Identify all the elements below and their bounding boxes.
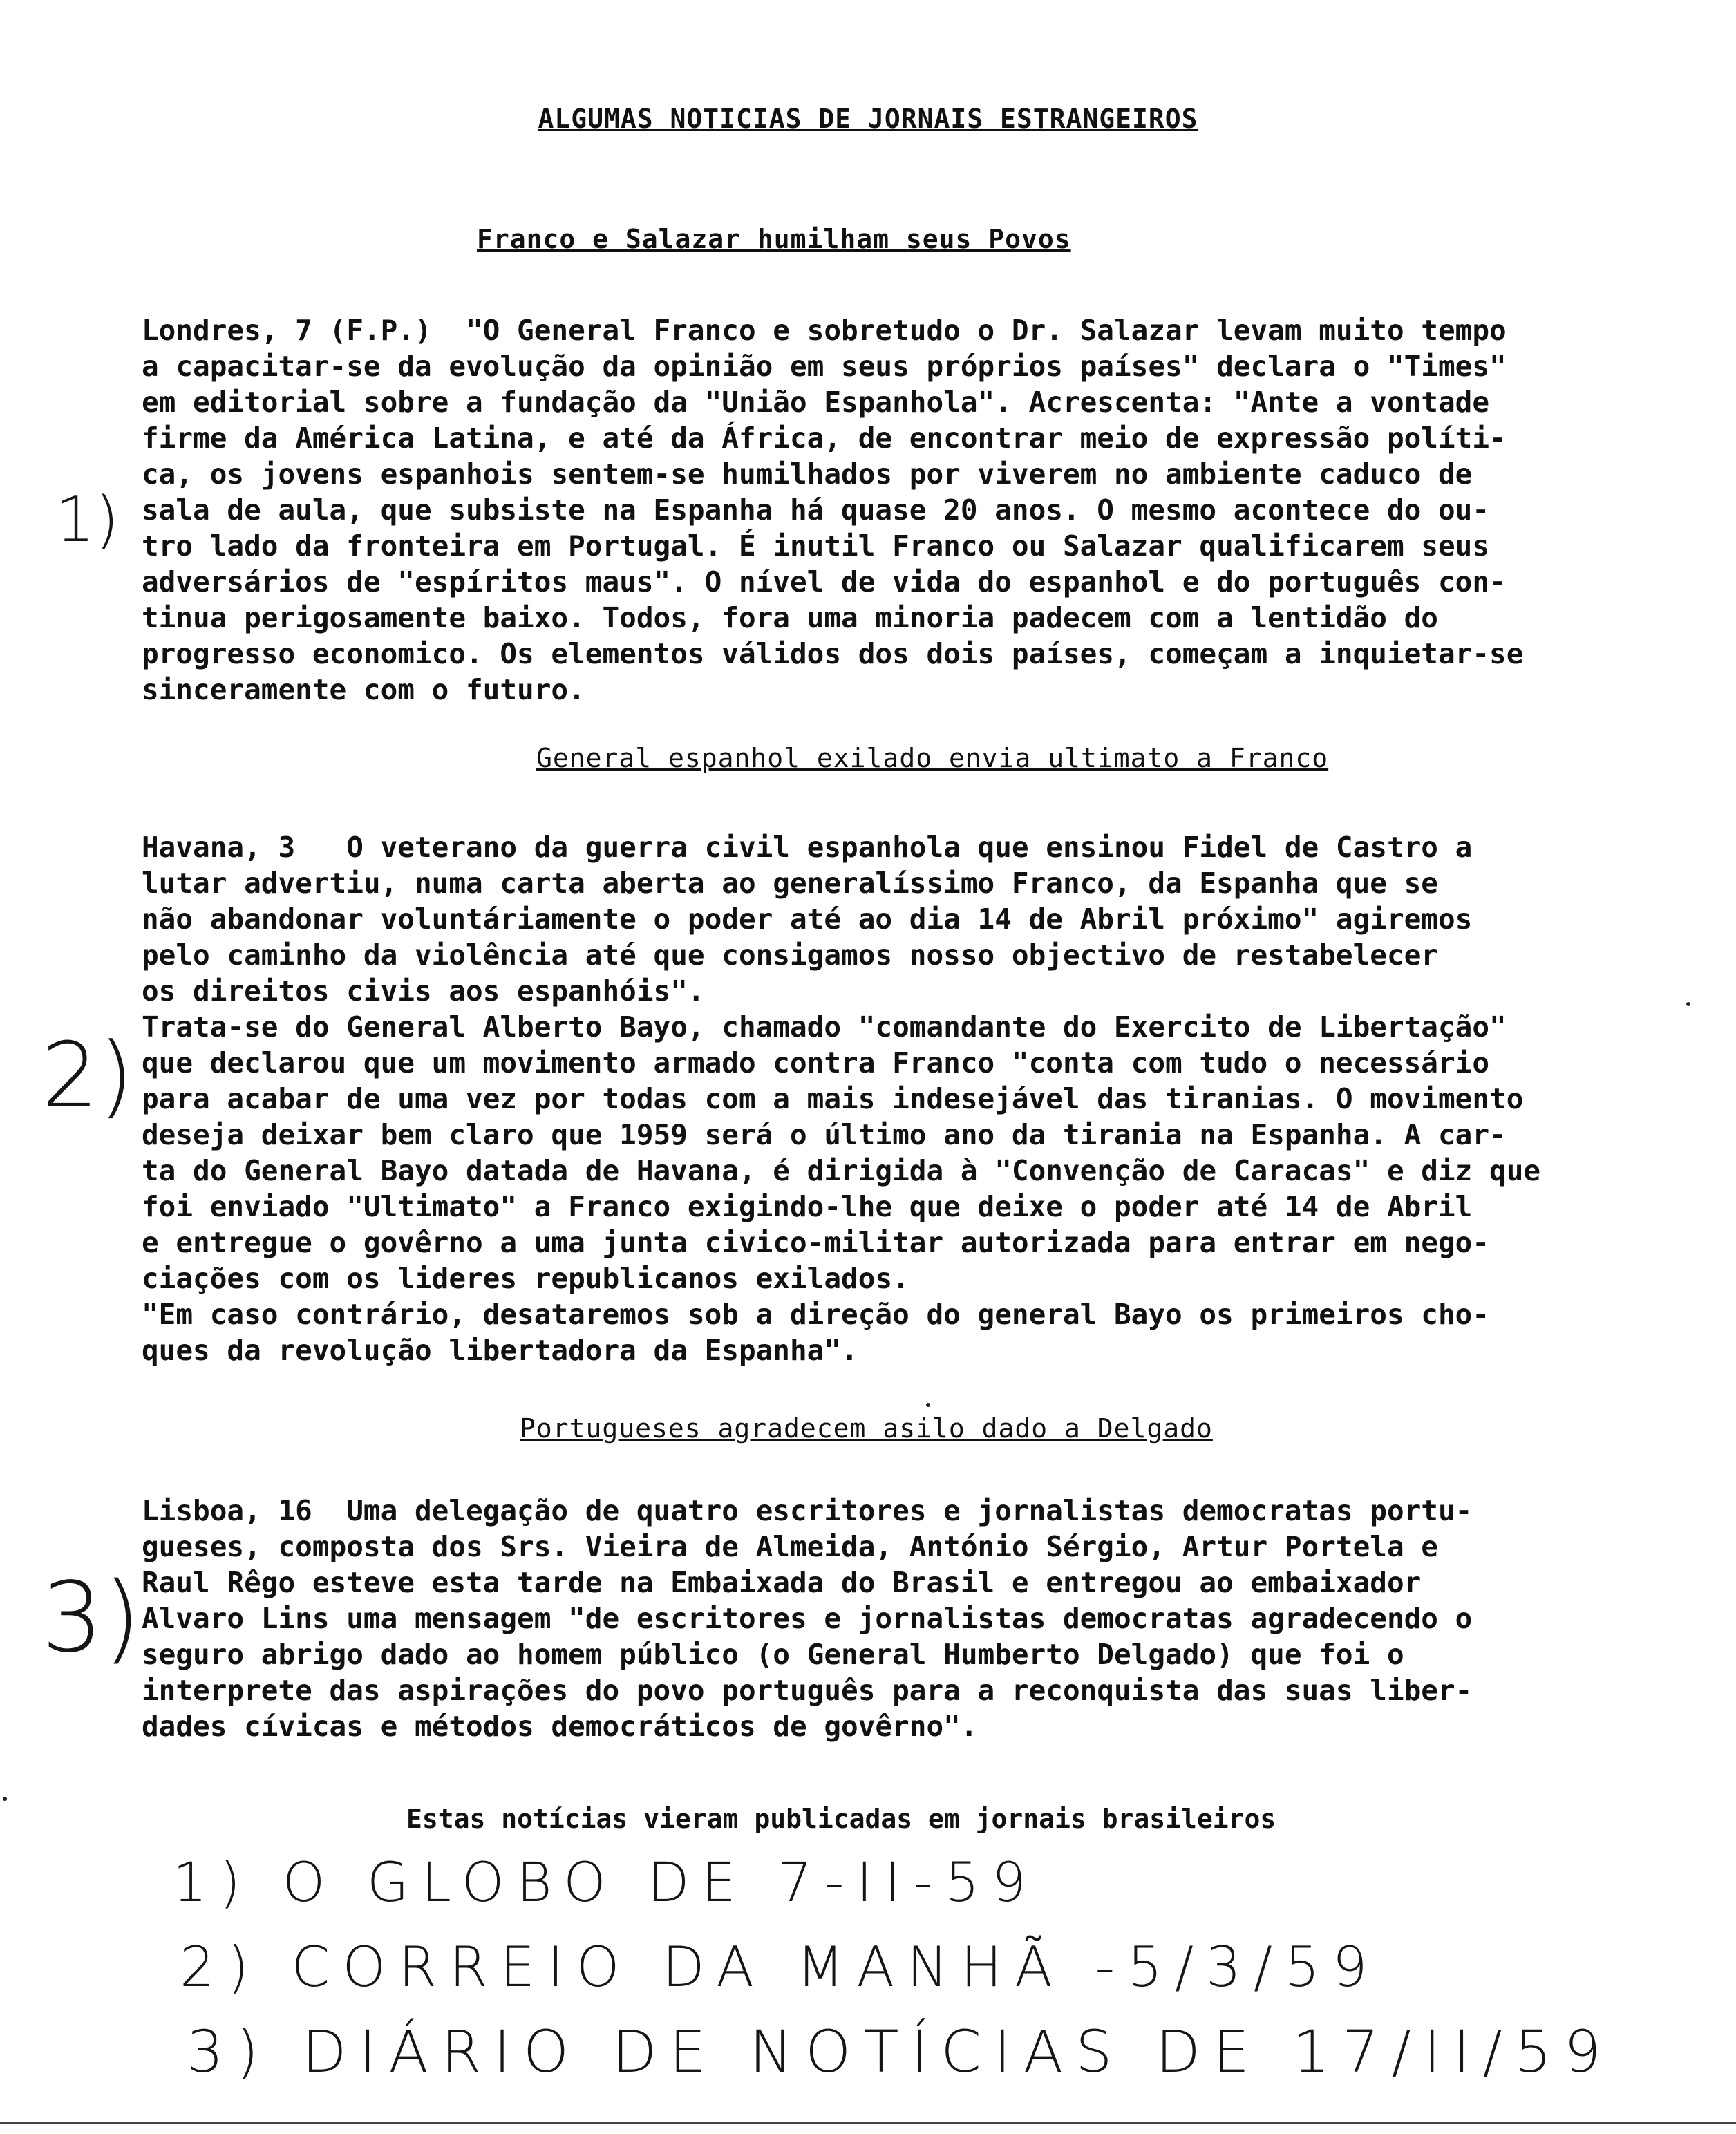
article-2-line: Trata-se do General Alberto Bayo, chamado "comandante do Exercito de Libertação" <box>142 1010 1507 1044</box>
article-3-margin-mark: 3) <box>41 1562 141 1674</box>
article-1-line: sala de aula, que subsiste na Espanha há quase 20 anos. O mesmo acontece do ou- <box>142 493 1490 527</box>
article-2-line: não abandonar voluntáriamente o poder até ao dia 14 de Abril próximo" agiremos <box>142 903 1473 936</box>
handwritten-source-1: 1) O GLOBO DE 7-II-59 <box>173 1852 1039 1914</box>
article-2-line: para acabar de uma vez por todas com a mais indesejável das tiranias. O movimento <box>142 1082 1524 1115</box>
article-3-line: interprete das aspirações do povo português para a reconquista das suas liber- <box>142 1674 1473 1707</box>
scan-bottom-edge <box>0 2122 1736 2124</box>
article-3-body <box>142 1493 1683 1744</box>
article-3-line: Alvaro Lins uma mensagem "de escritores e jornalistas democratas agradecendo o <box>142 1602 1473 1635</box>
article-3-line: Raul Rêgo esteve esta tarde na Embaixada do Brasil e entregou ao embaixador <box>142 1566 1422 1599</box>
article-2-line: ta do General Bayo datada de Havana, é dirigida à "Convenção de Caracas" e diz que <box>142 1154 1541 1187</box>
article-2-line: foi enviado "Ultimato" a Franco exigindo-lhe que deixe o poder até 14 de Abril <box>142 1190 1473 1223</box>
article-1-line: ca, os jovens espanhois sentem-se humilhados por viverem no ambiente caduco de <box>142 457 1473 491</box>
article-2-margin-mark: 2) <box>41 1023 134 1128</box>
article-2-line: que declarou que um movimento armado contra Franco "conta com tudo o necessário <box>142 1046 1490 1079</box>
article-1-line: adversários de "espíritos maus". O nível de vida do espanhol e do português con- <box>142 565 1507 598</box>
article-1-heading: Franco e Salazar humilham seus Povos <box>477 224 1071 254</box>
article-1-line: Londres, 7 (F.P.) "O General Franco e sobretudo o Dr. Salazar levam muito tempo <box>142 314 1507 347</box>
article-1-line: tinua perigosamente baixo. Todos, fora uma minoria padecem com a lentidão do <box>142 601 1438 634</box>
article-2-body <box>142 829 1683 1368</box>
article-3-line: seguro abrigo dado ao homem público (o General Humberto Delgado) que foi o <box>142 1638 1404 1671</box>
article-1-line: em editorial sobre a fundação da "União Espanhola". Acrescenta: "Ante a vontade <box>142 386 1490 419</box>
article-3-line: dades cívicas e métodos democráticos de govêrno". <box>142 1710 978 1743</box>
article-2-heading: General espanhol exilado envia ultimato a Franco <box>536 743 1329 773</box>
article-2-line: Havana, 3 O veterano da guerra civil espanhola que ensinou Fidel de Castro a <box>142 831 1473 864</box>
handwritten-source-3: 3) DIÁRIO DE NOTÍCIAS DE 17/II/59 <box>187 2018 1614 2086</box>
article-2-line: lutar advertiu, numa carta aberta ao generalíssimo Franco, da Espanha que se <box>142 867 1438 900</box>
article-1-line: sinceramente com o futuro. <box>142 673 585 706</box>
article-1-margin-mark: 1) <box>55 484 120 556</box>
article-1-line: tro lado da fronteira em Portugal. É inutil Franco ou Salazar qualificarem seus <box>142 529 1490 563</box>
article-2-line: deseja deixar bem claro que 1959 será o último ano da tirania na Espanha. A car- <box>142 1118 1507 1151</box>
article-2-line: ciações com os lideres republicanos exilados. <box>142 1262 909 1295</box>
article-1-line: firme da América Latina, e até da África, de encontrar meio de expressão políti- <box>142 422 1507 455</box>
scan-speck <box>3 1797 7 1801</box>
document-title: ALGUMAS NOTICIAS DE JORNAIS ESTRANGEIROS <box>538 104 1198 134</box>
article-2-line: pelo caminho da violência até que consigamos nosso objectivo de restabelecer <box>142 938 1438 972</box>
article-2-line: ques da revolução libertadora da Espanha". <box>142 1334 858 1367</box>
article-2-line: "Em caso contrário, desataremos sob a direção do general Bayo os primeiros cho- <box>142 1298 1490 1331</box>
handwritten-source-2: 2) CORREIO DA MANHÃ -5/3/59 <box>180 1935 1380 1999</box>
article-1-line: progresso economico. Os elementos válidos dos dois países, começam a inquietar-se <box>142 637 1524 670</box>
article-1-body <box>142 312 1683 708</box>
article-3-line: Lisboa, 16 Uma delegação de quatro escritores e jornalistas democratas portu- <box>142 1494 1473 1527</box>
article-2-line: os direitos civis aos espanhóis". <box>142 974 705 1008</box>
article-2-line: e entregue o govêrno a uma junta civico-militar autorizada para entrar em nego- <box>142 1226 1490 1259</box>
article-3-line: gueses, composta dos Srs. Vieira de Almeida, António Sérgio, Artur Portela e <box>142 1530 1438 1563</box>
scan-speck <box>926 1403 930 1407</box>
article-3-heading: Portugueses agradecem asilo dado a Delgado <box>520 1413 1213 1444</box>
scan-speck <box>1686 1002 1690 1006</box>
footer-note: Estas notícias vieram publicadas em jornais brasileiros <box>406 1804 1276 1834</box>
article-1-line: a capacitar-se da evolução da opinião em seus próprios países" declara o "Times" <box>142 350 1507 383</box>
